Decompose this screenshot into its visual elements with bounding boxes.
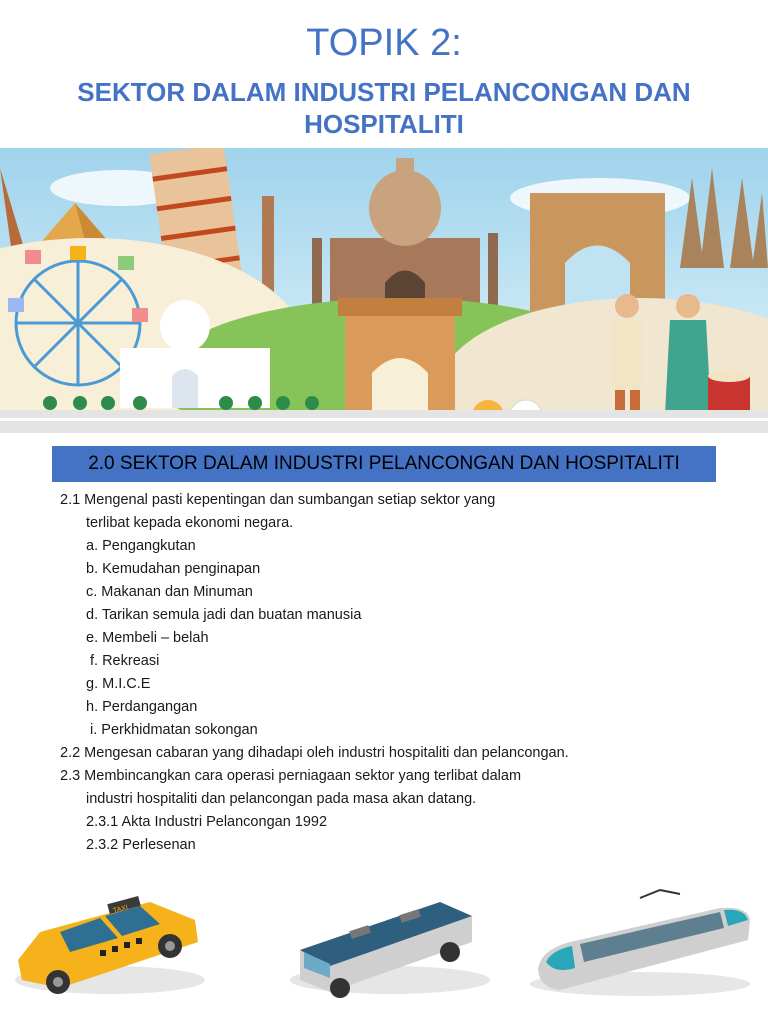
- sub-item-i: i. Perkhidmatan sokongan: [90, 722, 258, 738]
- item-2-3-line2: industri hospitaliti dan pelancongan pada masa akan datang.: [86, 791, 477, 807]
- sub-item-b: b. Kemudahan penginapan: [86, 561, 261, 577]
- section-heading: 2.0 SEKTOR DALAM INDUSTRI PELANCONGAN DAN HOSPITALITI: [52, 446, 716, 482]
- landmarks-banner-illustration: [0, 148, 768, 433]
- sub-item-d: d. Tarikan semula jadi dan buatan manusia: [86, 607, 362, 623]
- subtitle-line-1: SEKTOR DALAM INDUSTRI PELANCONGAN DAN: [77, 77, 691, 107]
- taxi-icon: [15, 896, 205, 994]
- bus-icon: [290, 902, 490, 998]
- taxi-sign-label: TAXI: [112, 904, 129, 915]
- sub-item-e: e. Membeli – belah: [86, 630, 209, 646]
- item-2-2: 2.2 Mengesan cabaran yang dihadapi oleh industri hospitaliti dan pelancongan.: [60, 745, 569, 761]
- item-2-1-line1: 2.1 Mengenal pasti kepentingan dan sumbangan setiap sektor yang: [60, 492, 496, 508]
- page-subtitle: [0, 76, 768, 140]
- sub-item-f: f. Rekreasi: [90, 653, 160, 669]
- sub-item-h: h. Perdangangan: [86, 699, 198, 715]
- transport-illustration: [0, 880, 768, 1024]
- item-2-3-1: 2.3.1 Akta Industri Pelancongan 1992: [86, 814, 328, 830]
- train-icon: [530, 890, 750, 996]
- item-2-1-line2: terlibat kepada ekonomi negara.: [86, 515, 294, 531]
- sub-item-g: g. M.I.C.E: [86, 676, 151, 692]
- sub-item-c: c. Makanan dan Minuman: [86, 584, 253, 600]
- sub-item-a: a. Pengangkutan: [86, 538, 196, 554]
- subtitle-line-2: HOSPITALITI: [304, 109, 464, 139]
- item-2-3-2: 2.3.2 Perlesenan: [86, 837, 196, 853]
- item-2-3-line1: 2.3 Membincangkan cara operasi perniagaan sektor yang terlibat dalam: [60, 768, 522, 784]
- topic-title: TOPIK 2:: [306, 22, 462, 64]
